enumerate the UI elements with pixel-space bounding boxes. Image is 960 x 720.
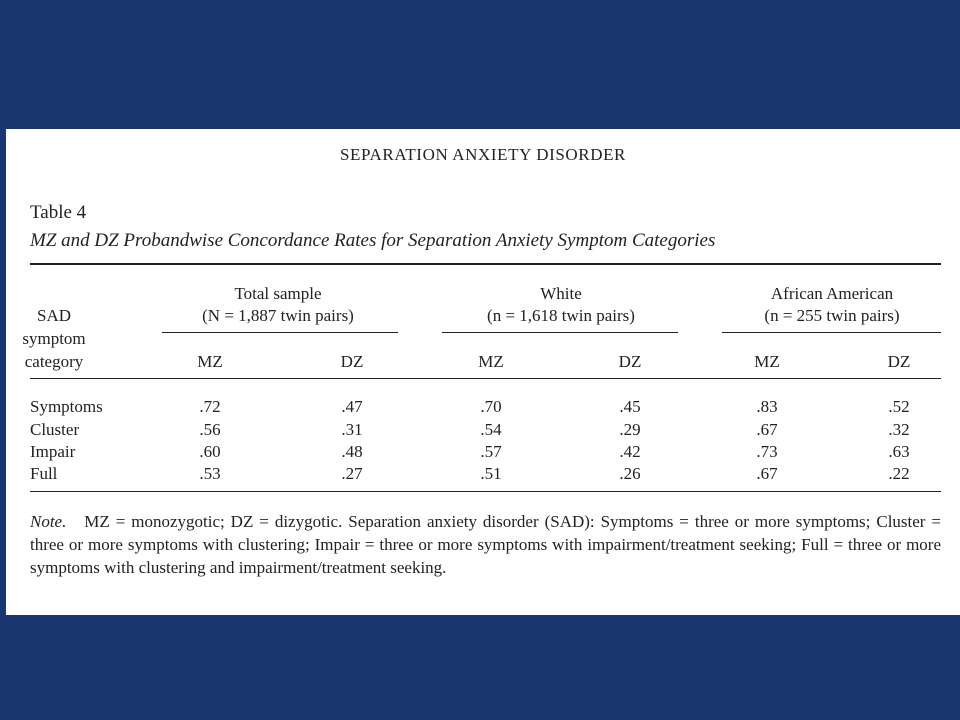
cell: .73 <box>756 442 778 461</box>
cell: .48 <box>341 442 363 461</box>
group-rule-african-american <box>722 332 941 333</box>
table-title: MZ and DZ Probandwise Concordance Rates for Separation Anxiety Symptom Categories <box>30 230 716 251</box>
cell: .32 <box>888 420 910 439</box>
note-text: MZ = monozygotic; DZ = dizygotic. Separation anxiety disorder (SAD): Symptoms = three or more symptoms; Cluster = three or more symptoms with clustering; Impair = three or more symptoms with impairment/treatment seeking; Full = three or more symptoms with clustering and impairment/treatment seeking. <box>30 512 942 577</box>
cell: .47 <box>341 397 363 416</box>
cell: .57 <box>480 442 502 461</box>
group-rule-white <box>442 332 678 333</box>
running-head: SEPARATION ANXIETY DISORDER <box>339 145 627 164</box>
cell: .27 <box>341 464 363 483</box>
cell: .29 <box>619 420 641 439</box>
cell: .52 <box>888 397 910 416</box>
subcol-white-dz: DZ <box>618 352 642 371</box>
note-label: Note. <box>30 512 67 531</box>
cell: .53 <box>199 464 221 483</box>
row-label: Impair <box>30 442 76 461</box>
row-label: Cluster <box>30 420 80 439</box>
article-page <box>6 129 960 615</box>
group-n-african-american: (n = 255 twin pairs) <box>764 306 900 325</box>
cell: .70 <box>480 397 502 416</box>
group-header-white: White <box>540 284 582 303</box>
row-header-line-3: category <box>24 352 84 371</box>
table-note <box>30 510 941 579</box>
row-header-line-2: symptom <box>22 329 86 348</box>
subcol-white-mz: MZ <box>478 352 504 371</box>
group-n-total: (N = 1,887 twin pairs) <box>202 306 354 325</box>
group-rule-total <box>162 332 398 333</box>
group-header-african-american: African American <box>770 284 894 303</box>
cell: .42 <box>619 442 641 461</box>
cell: .63 <box>888 442 910 461</box>
group-n-white: (n = 1,618 twin pairs) <box>487 306 635 325</box>
cell: .26 <box>619 464 641 483</box>
cell: .67 <box>756 420 778 439</box>
cell: .56 <box>199 420 221 439</box>
subcol-total-mz: MZ <box>197 352 223 371</box>
table-number: Table 4 <box>30 202 87 223</box>
subcol-total-dz: DZ <box>340 352 364 371</box>
cell: .72 <box>199 397 221 416</box>
cell: .31 <box>341 420 363 439</box>
cell: .54 <box>480 420 502 439</box>
cell: .51 <box>480 464 502 483</box>
subcol-aa-dz: DZ <box>887 352 911 371</box>
row-label: Full <box>30 464 58 483</box>
cell: .83 <box>756 397 778 416</box>
table-top-rule <box>30 263 941 265</box>
cell: .60 <box>199 442 221 461</box>
table-header-rule <box>30 378 941 379</box>
group-header-total: Total sample <box>234 284 322 303</box>
cell: .22 <box>888 464 910 483</box>
row-label: Symptoms <box>30 397 103 416</box>
table-bottom-rule <box>30 491 941 492</box>
row-header-line-1: SAD <box>36 306 72 325</box>
cell: .45 <box>619 397 641 416</box>
subcol-aa-mz: MZ <box>754 352 780 371</box>
cell: .67 <box>756 464 778 483</box>
